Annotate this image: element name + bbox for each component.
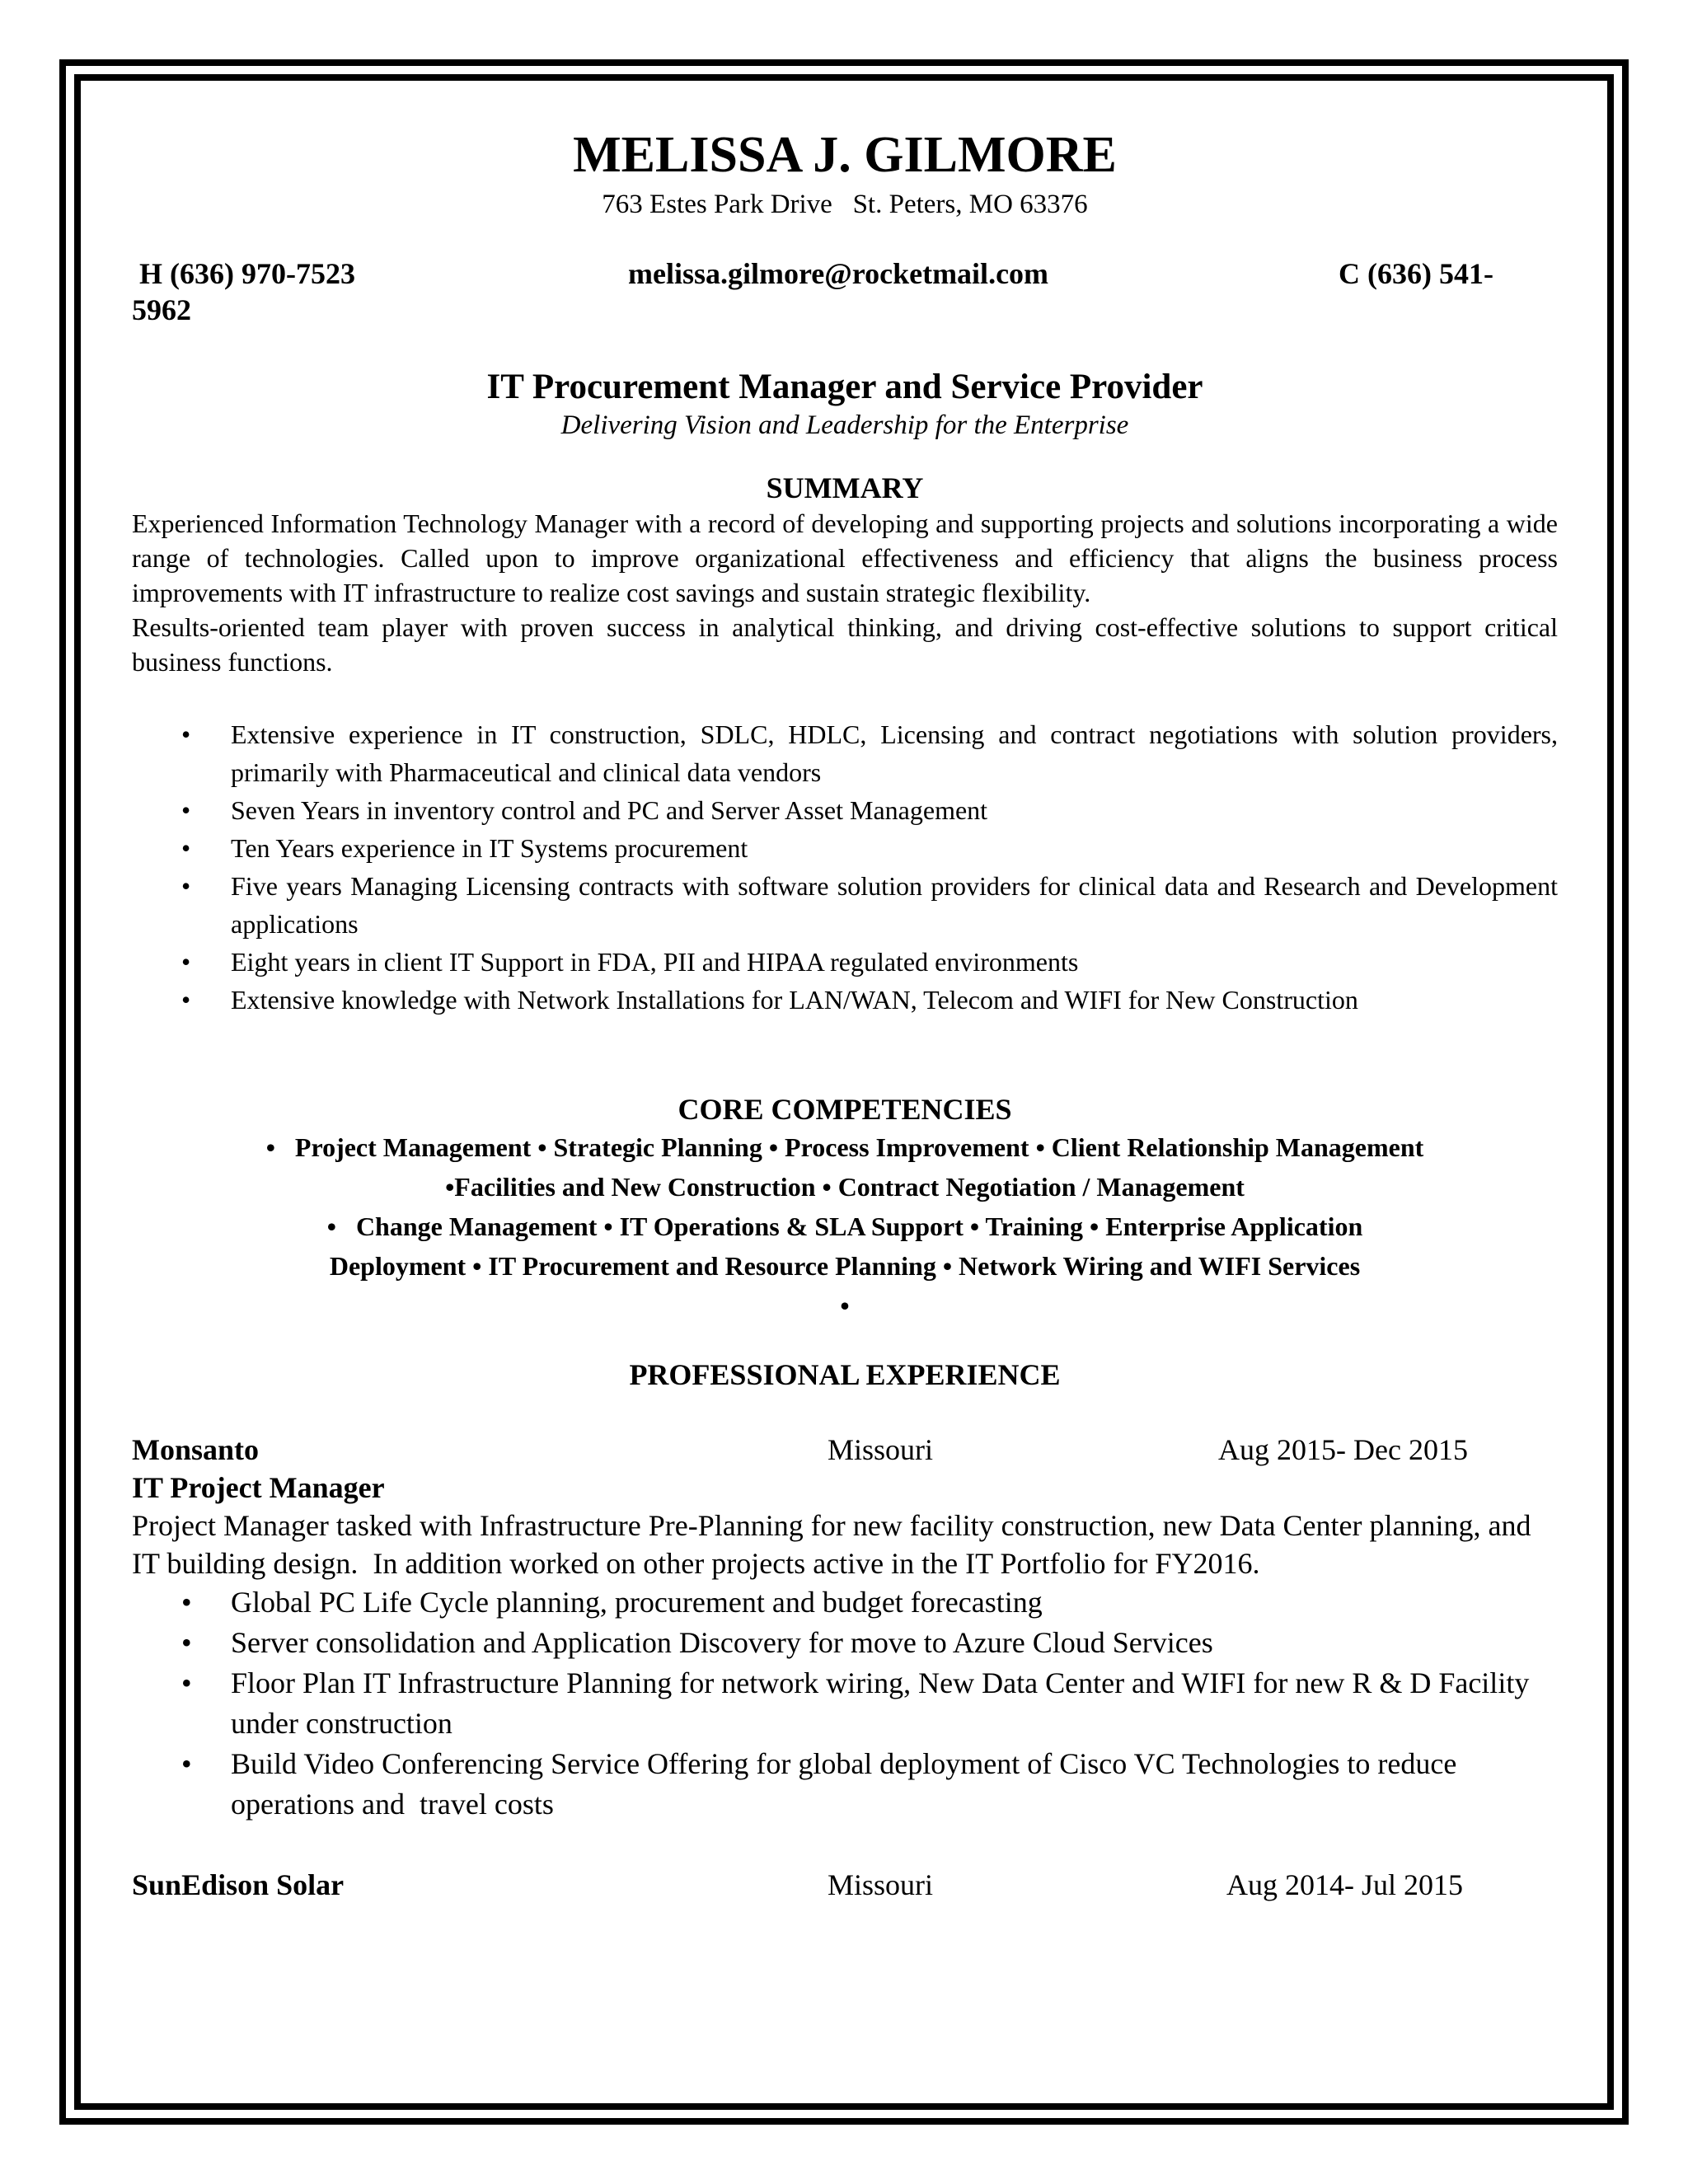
email-address: melissa.gilmore@rocketmail.com <box>628 257 1049 290</box>
list-item: • Build Video Conferencing Service Offering for global deployment of Cisco VC Technologies to reduce operations and travel costs <box>132 1744 1558 1825</box>
job-company: SunEdison Solar <box>132 1868 345 1901</box>
list-item: • Extensive knowledge with Network Installations for LAN/WAN, Telecom and WIFI for New Construction <box>132 981 1558 1019</box>
job-dates: Aug 2015- Dec 2015 <box>1218 1433 1468 1466</box>
job-bullet-list <box>132 1582 1558 1825</box>
summary-heading: SUMMARY <box>766 471 924 504</box>
contact-underline-gap-1 <box>132 255 626 292</box>
list-item: • Five years Managing Licensing contracts with software solution providers for clinical data and Research and Development applications <box>132 867 1558 943</box>
home-phone: H (636) 970-7523 <box>132 257 355 290</box>
job-header-row <box>132 1431 1558 1469</box>
list-item: • Extensive experience in IT construction, SDLC, HDLC, Licensing and contract negotiations with solution providers, primarily with Pharmaceutical and clinical data vendors <box>132 715 1558 791</box>
job-header-row <box>132 1866 1558 1904</box>
summary-bullet-list <box>132 715 1558 1019</box>
professional-tagline: Delivering Vision and Leadership for the Enterprise <box>560 410 1129 440</box>
cell-phone-continued: 5962 <box>132 293 191 326</box>
job-location: Missouri <box>828 1868 934 1901</box>
list-item: • Floor Plan IT Infrastructure Planning for network wiring, New Data Center and WIFI for new R & D Facility under construction <box>132 1663 1558 1744</box>
list-item: • Ten Years experience in IT Systems procurement <box>132 829 1558 867</box>
competency-line: • Change Management • IT Operations & SLA Support • Training • Enterprise Application <box>326 1212 1363 1241</box>
competency-line: •Facilities and New Construction • Contract Negotiation / Management <box>445 1172 1245 1202</box>
summary-paragraph-2: Results-oriented team player with proven success in analytical thinking, and driving cost-effective solutions to support critical business functions. <box>132 612 1558 677</box>
summary-paragraph-1: Experienced Information Technology Manager with a record of developing and supporting projects and solutions incorporating a wide range of technologies. Called upon to improve organizational effectiveness and efficiency that aligns the business process improvements with IT infrastructure to realize cost savings and sustain strategic flexibility. <box>132 509 1558 607</box>
job-title: IT Project Manager <box>132 1471 385 1504</box>
competency-line: • <box>840 1291 850 1320</box>
list-item: • Seven Years in inventory control and PC and Server Asset Management <box>132 791 1558 829</box>
core-competencies-heading: CORE COMPETENCIES <box>678 1093 1012 1126</box>
resume-page <box>132 124 1558 1904</box>
professional-headline: IT Procurement Manager and Service Provider <box>486 368 1203 406</box>
competency-line: • Project Management • Strategic Planning • Process Improvement • Client Relationship Management <box>265 1132 1424 1162</box>
experience-heading: PROFESSIONAL EXPERIENCE <box>629 1358 1061 1391</box>
cell-phone: C (636) 541- <box>1339 257 1493 290</box>
list-item: • Server consolidation and Application Discovery for move to Azure Cloud Services <box>132 1623 1558 1663</box>
competency-line: Deployment • IT Procurement and Resource Planning • Network Wiring and WIFI Services <box>329 1251 1361 1281</box>
contact-line <box>132 255 1558 328</box>
job-description: Project Manager tasked with Infrastructure Pre-Planning for new facility construction, new Data Center planning, and IT building design. In addition worked on other projects active in the IT Portfolio for FY2016. <box>132 1509 1539 1580</box>
core-competencies-list <box>132 1127 1558 1325</box>
address: 763 Estes Park Drive St. Peters, MO 63376 <box>602 190 1088 219</box>
job-dates: Aug 2014- Jul 2015 <box>1226 1868 1463 1901</box>
job-location: Missouri <box>828 1433 934 1466</box>
candidate-name: MELISSA J. GILMORE <box>573 127 1117 183</box>
list-item: • Eight years in client IT Support in FDA, PII and HIPAA regulated environments <box>132 943 1558 981</box>
job-company: Monsanto <box>132 1433 260 1466</box>
list-item: • Global PC Life Cycle planning, procurement and budget forecasting <box>132 1582 1558 1623</box>
